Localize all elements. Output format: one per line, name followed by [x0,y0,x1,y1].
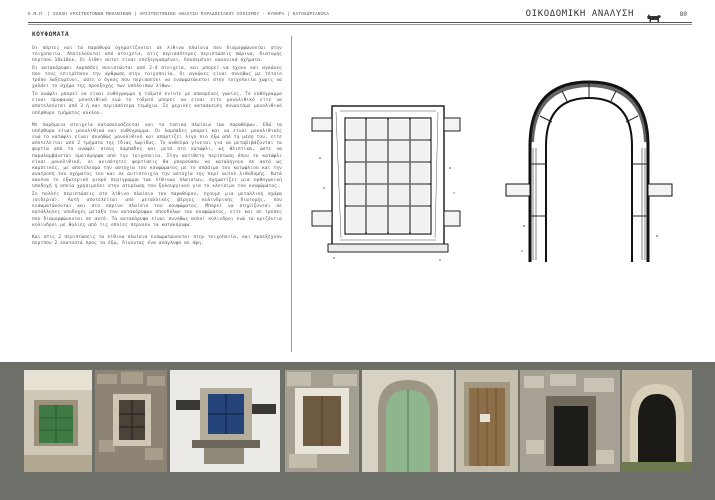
paragraph: Με παρόμοια στοιχεία κατασκευάζονται και τα τυπικά πλαίσια των παραθύρων. Εδώ τα υπέρθυρα είναι μονολιθικά και ευθύγραμμα. Οι λαμπάδες μπορεί και να είναι μονολιθικές ενώ το κατώφλι είναι συνήθως μονολιθικό και απαρτίζει λίγο πιο έξω από τη μέση του, είτε αποτελείται από 2 τμήματα της ίδιας λωρίδας. Το ανθεύμα γίνεται για να μεταβιβάζονται τα φορτία από το ανώφλι στους λαμπάδες και μετά στο κατώφλι, ως θλιπτικά, ώστε να παραλαμβάνεται ομοιόμορφα από την τοιχοποιία. Στην αντίθετη περίπτωση όπου το κατώφλι είναι μονολιθικό, οι ανισότητες φορτίσεις θα μπορούσαν να καταλήγουν σε αυτό ως καμπτικές, με αποτέλεσμα την αστοχία του κουφώματος με το σπάσιμο του κατωφλιού και την ανατροπή του σχήματος του και σε αντιστοιχία την αστοχία της περί αυτού λιθοδομής. Κατά κανόνα το εξωτερικό μικρό περίγραμμα των λίθινων πλαισίων, σχηματίζει μια ορθογωνική υποδοχή η οποία χρησιμεύει στην στερέωση του ξυλουργικού για το κλείσιμο του κουφώματος. [32,122,282,190]
arched-doorway-drawing [502,76,676,264]
header-rule-thin [28,24,692,25]
paragraph: Σε πολλές περιπτώσεις στο λίθινο πλαίσιο του παραθύρου, έχουμε μια μεταλλική σχάρα (σιδεριά). Αυτή αποτελείται από μεταλλικές βέργες κυλινδρικής διατομής, που ενσωματώνονται και στο πάρινο πλαίσιο του κουφώματος. Μπορεί να στηρίζονται σε κατάλληλες υποδοχές μεταξύ του κατακόρυφων σπονδύλων του κουφώματος, είτε και σε τρύπες που διαμορφώνονται σε αυτό. Τα κατακόρυφα είναι συνήθως απλοί κύλινδροι ενώ τα οριζόντια κύλινδροι με θηλιές από τις οποίες περνούν τα κατακόρυφα. [32,191,282,228]
photo-blue-window [170,370,280,472]
photo-stone-window [95,370,167,472]
header-rule [28,22,692,23]
page-number: 80 [679,11,687,18]
paragraph: Οι πόρτες και τα παράθυρα σχηματίζονται σε λίθινα πλαίσια που διαμορφώνονται στην τοιχοποιία. Αποτελούνται από στοιχεία, στις περισσότερες περιπτώσεις πώρινα, διατομής περίπου 10x10εκ. Οι λίθοι αυτοί είναι επεξεργασμένοι, δουλεμένοι κανονικά σχήματα. [32,46,282,64]
paragraph: Και στις 2 περιπτώσεις τα λίθινα πλαίσια ενσωματώνονται στην τοιχοποιία, και προεξέχουν περίπου 2 εκατοστά προς τα έξω, δίνοντας ένα ανάγλυφο σε όψη. [32,234,282,247]
photo-stone-opening [520,370,620,472]
body-text [32,46,282,249]
breadcrumb: Ε.Μ.Π. | ΣΧΟΛΗ ΑΡΧΙΤΕΚΤΟΝΩΝ ΜΗΧΑΝΙΚΩΝ | ΑΡΧΙΤΕΚΤΟΝΙΚΗ ΑΝΑΛΥΣΗ ΠΑΡΑΔΟΣΙΑΚΟΥ ΟΙΚΙΣΜΟΥ - ΚΥΘΗΡΑ | ΚΑΤΟΧΩΡΙΑΝΙΚΑ [28,12,329,17]
photo-gallery [0,362,715,500]
photo-arched-opening [622,370,692,472]
photo-green-window [24,370,92,472]
photo-green-arched-door [362,370,454,472]
section-title: ΟΙΚΟΔΟΜΙΚΗ ΑΝΑΛΥΣΗ [525,9,634,19]
window-frame-drawing [310,98,462,266]
paragraph: Οι κατακόρυφοι λαμπάδες συνιστώνται από 2-4 στοιχεία, και μπορεί να έχουν και αγκώνες που τους επιτρέπουν την άρθρωση στην τοιχοποιία. Οι αγκώνες είναι συνήθως με τέτοιο τρόπο λαξευμένοι, ώστε ο όγκος που περισσεύει να ενσωματώνεται στην τοιχοποιία χωρίς να χαλάει το σχήμα της προεξοχής των υπόλοιπων λίθων. [32,65,282,90]
goat-icon [646,9,662,20]
photo-wooden-door [456,370,518,472]
photo-wooden-window [285,370,359,472]
paragraph: Το ανώφλι μπορεί να είναι ευθύγραμμο ή τοξωτό ενίοτε με σπασμένες γωνίες. Το ευθύγραμμο είναι προφανώς μονολιθικό ενώ το τοξωτό μπορεί να είναι είτε μονολιθικό είτε να αποτελούνται από 3 ή και περισσότερα τεμάχια. Σε μερικές κατασκευές συναντάμε μονολιθικό υπέρθυρο τμήματος κύκλου. [32,92,282,116]
page-heading: ΚΟΥΦΩΜΑΤΑ [32,31,70,38]
column-divider [291,36,292,352]
